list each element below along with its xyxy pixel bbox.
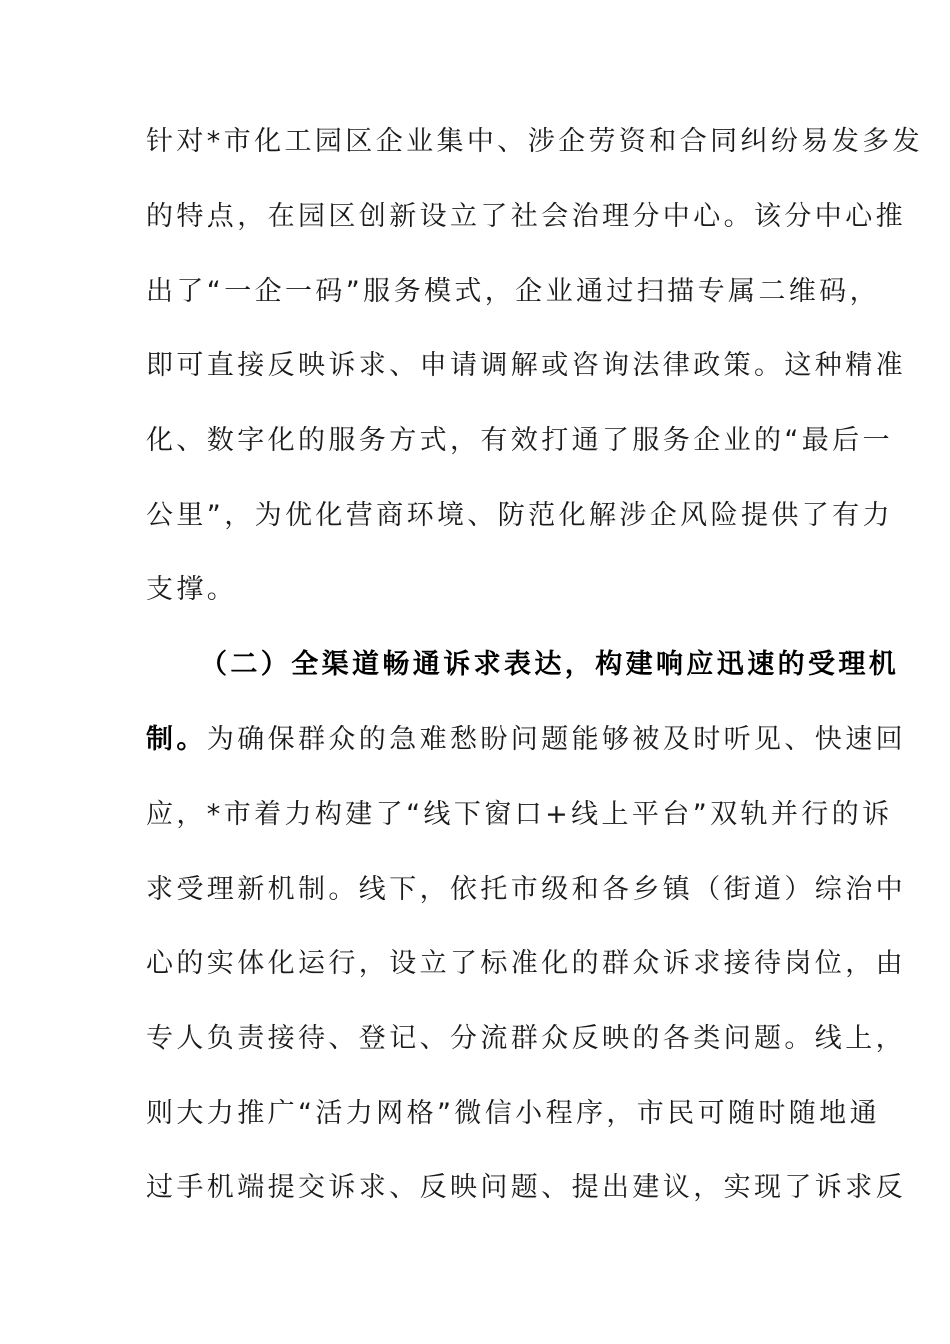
section-2-heading: （二）全渠道畅通诉求表达，构建响应迅速的受理机: [200, 649, 900, 680]
section-2-line-7: 则大力推广“活力网格”微信小程序，市民可随时随地通: [146, 1098, 880, 1129]
paragraph-1-line-2: 的特点，在园区创新设立了社会治理分中心。该分中心推: [146, 201, 906, 232]
paragraph-1-line-4: 即可直接反映诉求、申请调解或咨询法律政策。这种精准: [146, 350, 906, 381]
section-2-line-2-text: 为确保群众的急难愁盼问题能够被及时听见、快速回: [206, 724, 907, 755]
section-2-line-2: [146, 720, 907, 760]
section-2-heading-end: 制。: [146, 724, 207, 755]
section-2-line-6: 专人负责接待、登记、分流群众反映的各类问题。线上，: [146, 1023, 906, 1054]
section-2-line-5: 心的实体化运行，设立了标准化的群众诉求接待岗位，由: [146, 948, 906, 979]
paragraph-1-line-5: 化、数字化的服务方式，有效打通了服务企业的“最后一: [146, 425, 893, 456]
paragraph-1-line-3: 出了“一企一码”服务模式，企业通过扫描专属二维码，: [146, 276, 880, 307]
section-2-line-3: 应，*市着力构建了“线下窗口+线上平台”双轨并行的诉: [146, 799, 893, 830]
section-2-line-4: 求受理新机制。线下，依托市级和各乡镇（街道）综治中: [146, 874, 906, 905]
paragraph-1-line-7: 支撑。: [146, 574, 238, 605]
section-2-line-8: 过手机端提交诉求、反映问题、提出建议，实现了诉求反: [146, 1172, 906, 1203]
paragraph-1-line-6: 公里”，为优化营商环境、防范化解涉企风险提供了有力: [146, 500, 893, 531]
paragraph-1-line-1: 针对*市化工园区企业集中、涉企劳资和合同纠纷易发多发: [146, 126, 923, 157]
